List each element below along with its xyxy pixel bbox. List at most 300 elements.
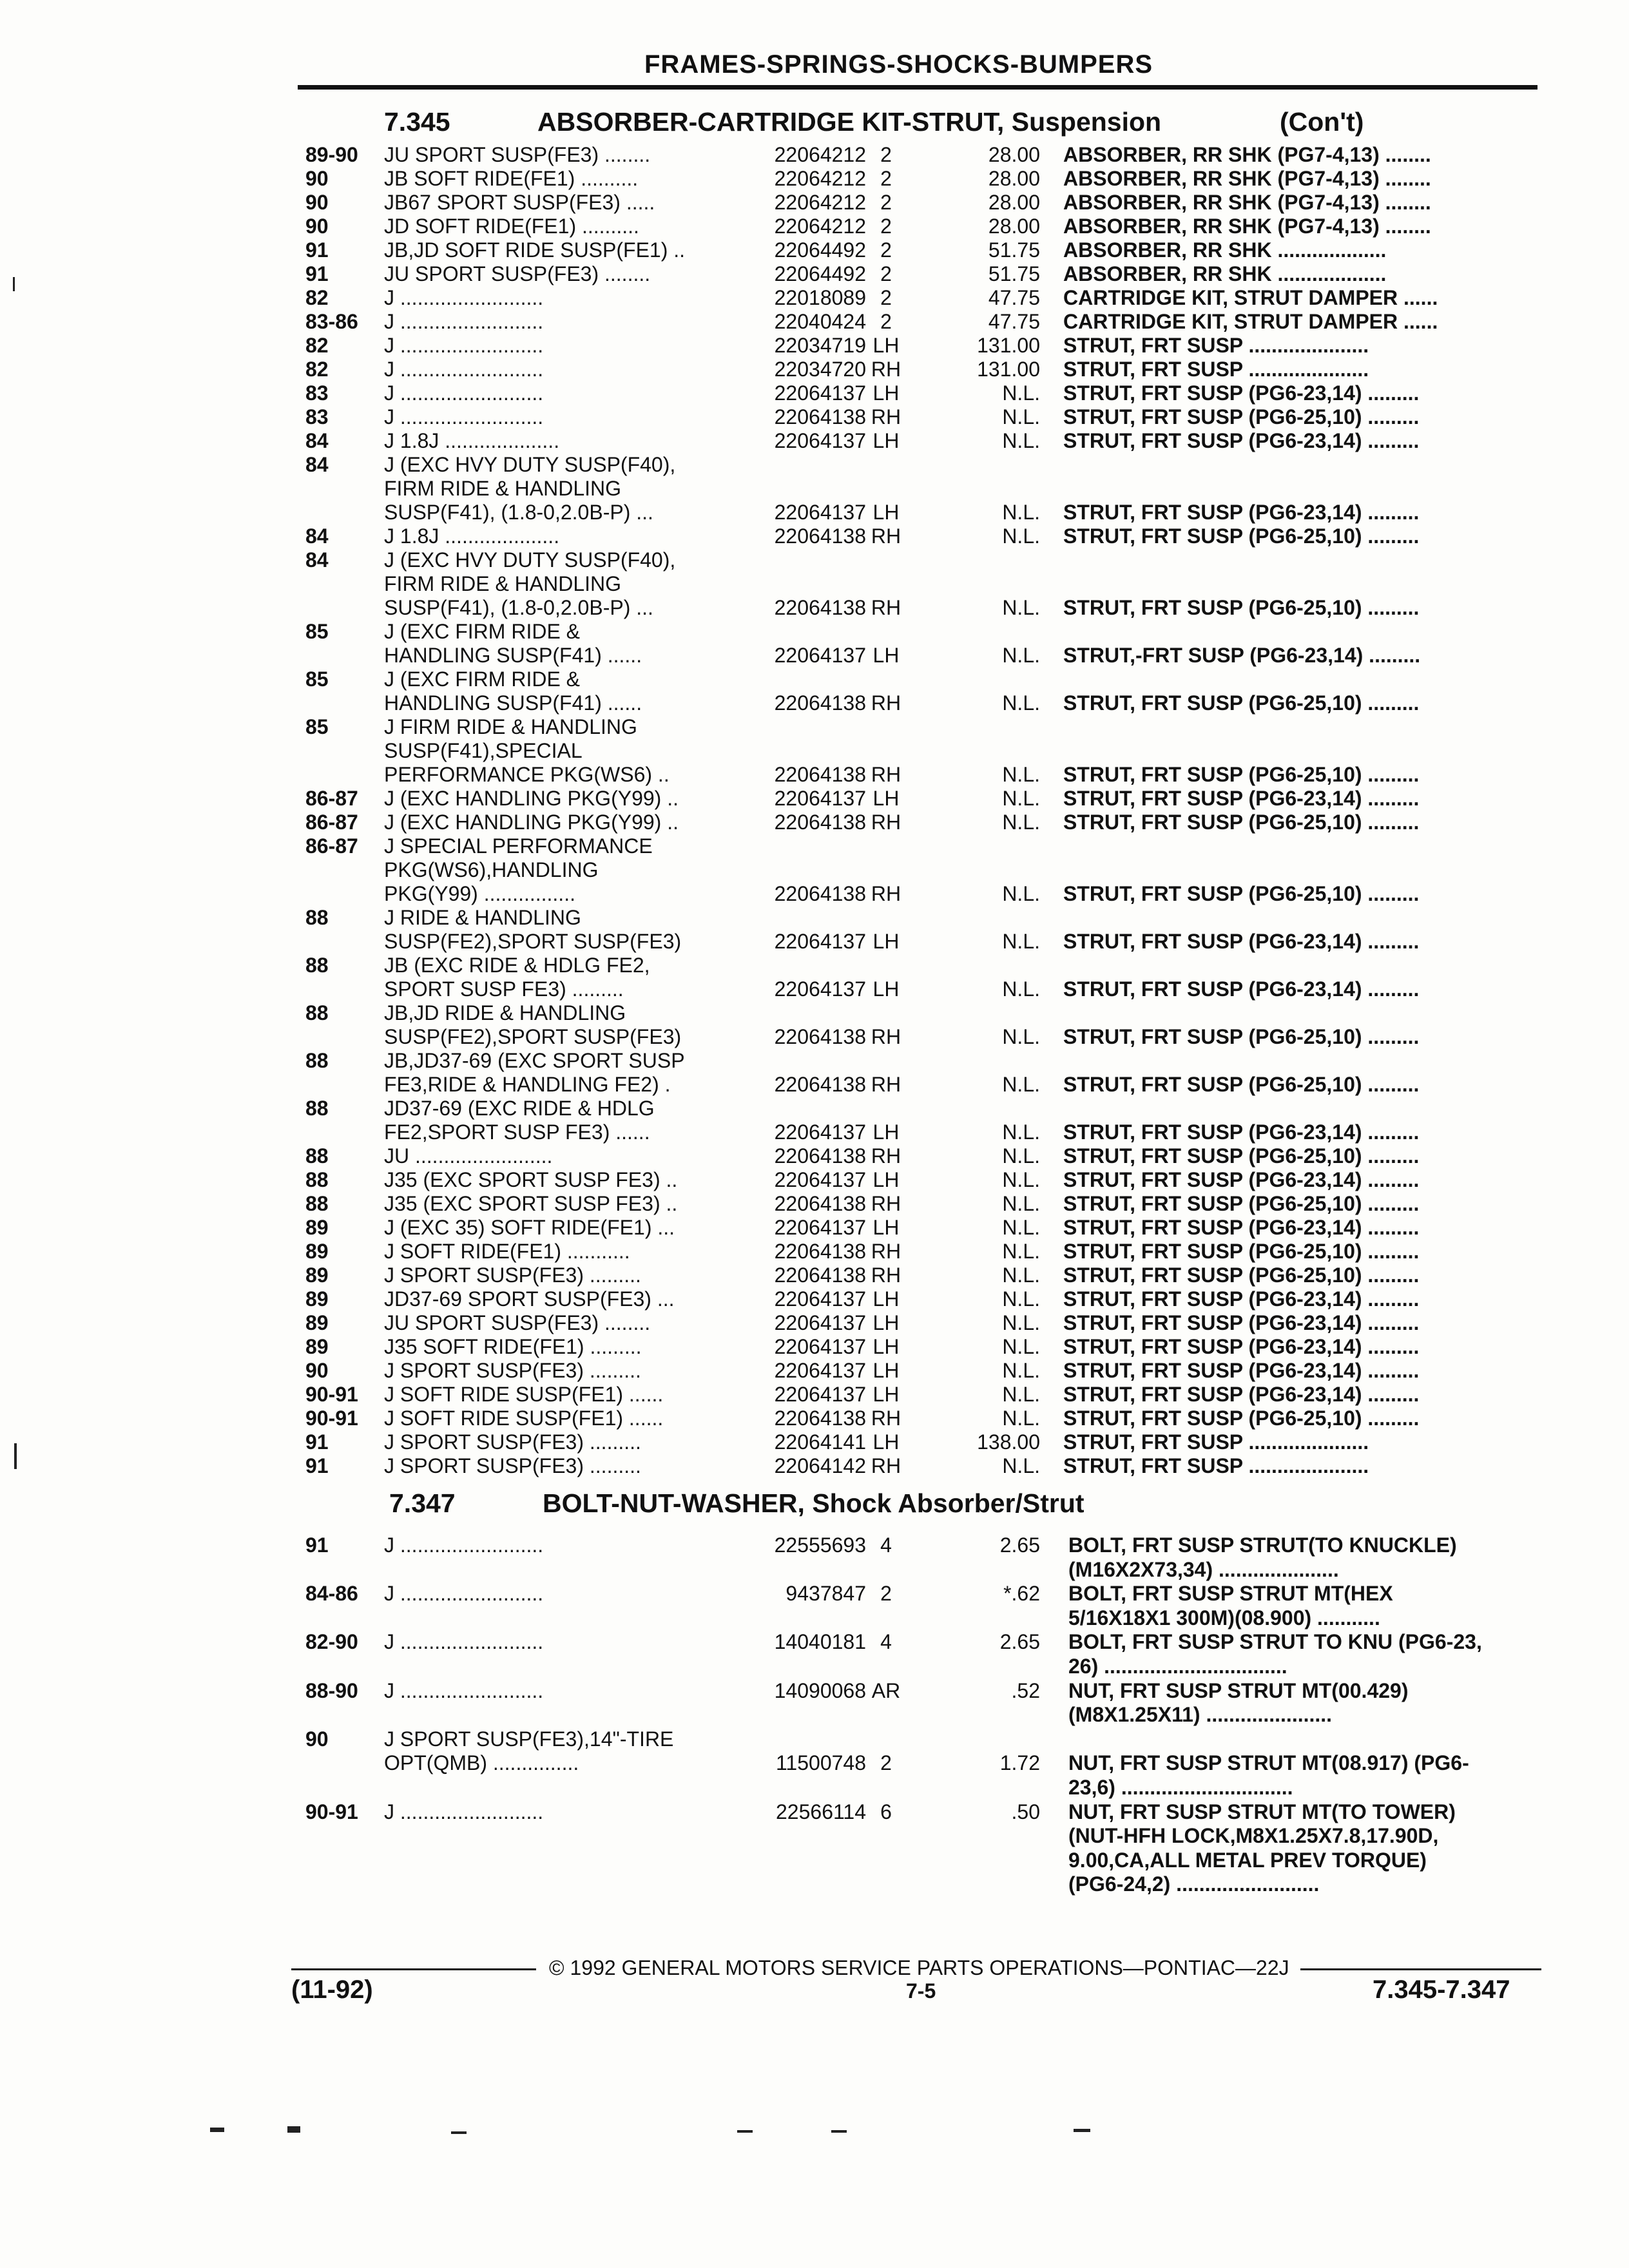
model-year: 88-90 [305, 1678, 358, 1702]
model-year: 88 [305, 1144, 329, 1168]
table-row [0, 238, 1629, 262]
part-number: 22064138 [774, 596, 866, 619]
part-number: 22064492 [774, 262, 866, 285]
table-row [0, 596, 1629, 620]
quantity: RH [871, 763, 901, 786]
price: 51.75 [988, 238, 1040, 262]
footer-page-number: 7-5 [906, 1979, 936, 2003]
part-description: STRUT, FRT SUSP (PG6-23,14) ......... [1063, 1216, 1420, 1239]
model-year: 82 [305, 286, 329, 309]
part-description: BOLT, FRT SUSP STRUT(TO KNUCKLE) [1068, 1533, 1457, 1557]
price: N.L. [1002, 429, 1040, 452]
table-row [0, 1264, 1629, 1287]
price: 47.75 [988, 286, 1040, 309]
part-description: STRUT, FRT SUSP ..................... [1063, 334, 1369, 357]
table-row [0, 1872, 1629, 1896]
table-row [0, 1025, 1629, 1049]
model-description: J 1.8J .................... [384, 429, 560, 452]
model-year: 82-90 [305, 1630, 358, 1654]
part-number: 22064138 [774, 691, 866, 715]
model-year: 84-86 [305, 1582, 358, 1606]
model-description: J ......................... [384, 1533, 544, 1557]
table-row [0, 834, 1629, 858]
quantity: AR [871, 1678, 901, 1702]
part-description: STRUT, FRT SUSP (PG6-25,10) ......... [1063, 1192, 1420, 1215]
section-title: BOLT-NUT-WASHER, Shock Absorber/Strut [543, 1488, 1084, 1518]
model-year: 90-91 [305, 1407, 358, 1430]
table-row [0, 524, 1629, 548]
model-description: HANDLING SUSP(F41) ...... [384, 644, 642, 667]
quantity: 4 [880, 1630, 892, 1654]
price: 138.00 [977, 1430, 1040, 1454]
quantity: LH [872, 1216, 900, 1239]
model-description: JB67 SPORT SUSP(FE3) ..... [384, 191, 655, 214]
part-description: STRUT, FRT SUSP (PG6-25,10) ......... [1063, 1407, 1420, 1430]
quantity: LH [872, 1383, 900, 1406]
table-row [0, 1359, 1629, 1383]
model-year: 90 [305, 215, 329, 238]
model-description: JD SOFT RIDE(FE1) .......... [384, 215, 639, 238]
table-row [0, 1727, 1629, 1751]
model-description: J SPECIAL PERFORMANCE [384, 834, 653, 858]
model-description: J ......................... [384, 1582, 544, 1606]
part-description: STRUT, FRT SUSP ..................... [1063, 1454, 1369, 1477]
section-number: 7.347 [389, 1488, 456, 1518]
part-number: 22064137 [774, 1120, 866, 1144]
quantity: RH [871, 1073, 901, 1096]
model-year: 89 [305, 1287, 329, 1311]
quantity: LH [872, 1120, 900, 1144]
model-description: SUSP(F41), (1.8-0,2.0B-P) ... [384, 501, 653, 524]
section-title: ABSORBER-CARTRIDGE KIT-STRUT, Suspension [537, 107, 1162, 137]
part-description: 23,6) .............................. [1068, 1776, 1293, 1799]
part-description: STRUT, FRT SUSP (PG6-25,10) ......... [1063, 1240, 1420, 1263]
quantity: 2 [880, 167, 892, 190]
price: N.L. [1002, 930, 1040, 953]
part-number: 22064137 [774, 1168, 866, 1191]
table-row [0, 739, 1629, 763]
model-year: 90 [305, 191, 329, 214]
model-description: J ......................... [384, 358, 544, 381]
model-year: 86-87 [305, 834, 358, 858]
model-description: J (EXC HVY DUTY SUSP(F40), [384, 548, 676, 572]
model-description: J SOFT RIDE SUSP(FE1) ...... [384, 1407, 664, 1430]
part-number: 9437847 [786, 1582, 866, 1606]
quantity: LH [872, 930, 900, 953]
table-row [0, 1192, 1629, 1216]
part-description: (M8X1.25X11) ...................... [1068, 1703, 1333, 1727]
quantity: RH [871, 811, 901, 834]
model-description: SUSP(FE2),SPORT SUSP(FE3) [384, 930, 682, 953]
model-year: 90 [305, 167, 329, 190]
part-description: STRUT, FRT SUSP (PG6-25,10) ......... [1063, 524, 1420, 548]
part-number: 14040181 [774, 1630, 866, 1654]
model-description: J ......................... [384, 334, 544, 357]
part-number: 22064138 [774, 405, 866, 428]
quantity: 6 [880, 1800, 892, 1823]
quantity: RH [871, 596, 901, 619]
table-row [0, 1655, 1629, 1678]
part-description: STRUT, FRT SUSP (PG6-23,14) ......... [1063, 1120, 1420, 1144]
table-row [0, 334, 1629, 358]
table-row [0, 1335, 1629, 1359]
part-description: STRUT, FRT SUSP (PG6-23,14) ......... [1063, 1168, 1420, 1191]
model-description: J SPORT SUSP(FE3) ......... [384, 1264, 641, 1287]
price: N.L. [1002, 1335, 1040, 1358]
model-year: 88 [305, 1049, 329, 1072]
part-number: 22064137 [774, 381, 866, 405]
price: 28.00 [988, 215, 1040, 238]
footer-rule-left [291, 1968, 536, 1970]
quantity: RH [871, 1407, 901, 1430]
price: 2.65 [999, 1630, 1040, 1654]
price: N.L. [1002, 1359, 1040, 1382]
model-year: 88 [305, 1001, 329, 1024]
table-row [0, 1849, 1629, 1872]
part-number: 22064138 [774, 1192, 866, 1215]
part-number: 22064137 [774, 787, 866, 810]
model-description: JU SPORT SUSP(FE3) ........ [384, 262, 651, 285]
table-row [0, 1287, 1629, 1311]
quantity: RH [871, 524, 901, 548]
part-description: STRUT, FRT SUSP (PG6-23,14) ......... [1063, 381, 1420, 405]
model-description: OPT(QMB) ............... [384, 1751, 579, 1775]
part-number: 22064138 [774, 1407, 866, 1430]
table-row [0, 763, 1629, 787]
quantity: LH [872, 501, 900, 524]
model-year: 90-91 [305, 1800, 358, 1823]
price: 28.00 [988, 143, 1040, 166]
part-description: STRUT, FRT SUSP (PG6-23,14) ......... [1063, 1383, 1420, 1406]
quantity: 2 [880, 143, 892, 166]
footer-date: (11-92) [291, 1975, 373, 2004]
model-description: JB SOFT RIDE(FE1) .......... [384, 167, 639, 190]
part-description: (M16X2X73,34) ..................... [1068, 1557, 1339, 1581]
quantity: RH [871, 1454, 901, 1477]
part-number: 22064137 [774, 1287, 866, 1311]
scan-speck [210, 2128, 224, 2132]
price: N.L. [1002, 381, 1040, 405]
quantity: LH [872, 787, 900, 810]
footer-section-range: 7.345-7.347 [1373, 1975, 1510, 2004]
model-description: JD37-69 SPORT SUSP(FE3) ... [384, 1287, 675, 1311]
quantity: LH [872, 334, 900, 357]
table-row [0, 1001, 1629, 1025]
model-description: PKG(WS6),HANDLING [384, 858, 599, 881]
table-row [0, 1383, 1629, 1407]
model-description: J FIRM RIDE & HANDLING [384, 715, 637, 738]
section-number: 7.345 [384, 107, 450, 137]
quantity: 2 [880, 238, 892, 262]
model-year: 89 [305, 1240, 329, 1263]
quantity: RH [871, 405, 901, 428]
model-description: JB,JD SOFT RIDE SUSP(FE1) .. [384, 238, 686, 262]
scan-speck [14, 1443, 17, 1469]
scan-speck [287, 2126, 300, 2133]
table-row [0, 143, 1629, 167]
model-description: J35 (EXC SPORT SUSP FE3) .. [384, 1192, 678, 1215]
model-description: J SOFT RIDE SUSP(FE1) ...... [384, 1383, 664, 1406]
part-description: STRUT, FRT SUSP (PG6-25,10) ......... [1063, 405, 1420, 428]
part-description: STRUT, FRT SUSP (PG6-23,14) ......... [1063, 1311, 1420, 1334]
model-description: J (EXC FIRM RIDE & [384, 620, 581, 643]
model-year: 91 [305, 262, 329, 285]
model-description: J ......................... [384, 286, 544, 309]
quantity: 2 [880, 262, 892, 285]
model-year: 89-90 [305, 143, 358, 166]
table-row [0, 1533, 1629, 1557]
model-description: J SPORT SUSP(FE3) ......... [384, 1430, 641, 1454]
part-number: 22064141 [774, 1430, 866, 1454]
model-year: 82 [305, 358, 329, 381]
part-number: 22064212 [774, 191, 866, 214]
part-number: 22034719 [774, 334, 866, 357]
model-year: 84 [305, 548, 329, 572]
table-row [0, 167, 1629, 191]
table-row [0, 286, 1629, 310]
model-description: J ......................... [384, 310, 544, 333]
table-row [0, 1240, 1629, 1264]
part-description: STRUT,-FRT SUSP (PG6-23,14) ......... [1063, 644, 1421, 667]
table-row [0, 787, 1629, 811]
part-number: 22064212 [774, 143, 866, 166]
price: N.L. [1002, 644, 1040, 667]
part-description: 5/16X18X1 300M)(08.900) ........... [1068, 1606, 1380, 1629]
model-description: J SPORT SUSP(FE3),14"-TIRE [384, 1727, 674, 1751]
price: 47.75 [988, 310, 1040, 333]
quantity: RH [871, 1025, 901, 1048]
table-row [0, 1630, 1629, 1654]
table-row [0, 858, 1629, 882]
table-row [0, 262, 1629, 286]
model-year: 89 [305, 1216, 329, 1239]
part-description: CARTRIDGE KIT, STRUT DAMPER ...... [1063, 286, 1438, 309]
part-number: 14090068 [774, 1678, 866, 1702]
quantity: LH [872, 381, 900, 405]
part-number: 22064138 [774, 1240, 866, 1263]
price: .52 [1011, 1678, 1040, 1702]
part-description: STRUT, FRT SUSP (PG6-25,10) ......... [1063, 691, 1420, 715]
model-description: J ......................... [384, 1800, 544, 1823]
part-description: ABSORBER, RR SHK (PG7-4,13) ........ [1063, 215, 1431, 238]
part-number: 22064137 [774, 1216, 866, 1239]
model-year: 84 [305, 524, 329, 548]
quantity: RH [871, 358, 901, 381]
table-row [0, 572, 1629, 596]
price: .50 [1011, 1800, 1040, 1823]
part-description: STRUT, FRT SUSP (PG6-23,14) ......... [1063, 787, 1420, 810]
model-description: J ......................... [384, 381, 544, 405]
part-description: STRUT, FRT SUSP (PG6-23,14) ......... [1063, 429, 1420, 452]
table-row [0, 215, 1629, 238]
model-year: 91 [305, 1430, 329, 1454]
model-description: FE2,SPORT SUSP FE3) ...... [384, 1120, 650, 1144]
price: 1.72 [999, 1751, 1040, 1775]
table-row [0, 882, 1629, 906]
model-year: 88 [305, 906, 329, 929]
part-description: NUT, FRT SUSP STRUT MT(00.429) [1068, 1678, 1409, 1702]
table-row [0, 644, 1629, 668]
model-description: J 1.8J .................... [384, 524, 560, 548]
part-description: STRUT, FRT SUSP (PG6-25,10) ......... [1063, 882, 1420, 905]
model-description: JB (EXC RIDE & HDLG FE2, [384, 954, 650, 977]
part-description: STRUT, FRT SUSP (PG6-23,14) ......... [1063, 501, 1420, 524]
table-row [0, 1120, 1629, 1144]
model-year: 82 [305, 334, 329, 357]
model-description: J SOFT RIDE(FE1) ........... [384, 1240, 630, 1263]
model-description: J SPORT SUSP(FE3) ......... [384, 1454, 641, 1477]
model-year: 88 [305, 1097, 329, 1120]
price: N.L. [1002, 1454, 1040, 1477]
model-description: J (EXC HVY DUTY SUSP(F40), [384, 453, 676, 476]
table-row [0, 548, 1629, 572]
table-row [0, 1776, 1629, 1800]
table-row [0, 310, 1629, 334]
model-description: JU SPORT SUSP(FE3) ........ [384, 1311, 651, 1334]
table-row [0, 1216, 1629, 1240]
part-number: 22064492 [774, 238, 866, 262]
model-year: 86-87 [305, 811, 358, 834]
price: N.L. [1002, 882, 1040, 905]
part-number: 22064142 [774, 1454, 866, 1477]
part-number: 22064137 [774, 1335, 866, 1358]
price: N.L. [1002, 405, 1040, 428]
part-description: BOLT, FRT SUSP STRUT TO KNU (PG6-23, [1068, 1630, 1482, 1654]
price: *.62 [1003, 1582, 1040, 1606]
part-description: STRUT, FRT SUSP (PG6-25,10) ......... [1063, 596, 1420, 619]
quantity: RH [871, 1240, 901, 1263]
scan-speck [1074, 2129, 1090, 2132]
price: N.L. [1002, 1240, 1040, 1263]
model-description: J SPORT SUSP(FE3) ......... [384, 1359, 641, 1382]
part-description: STRUT, FRT SUSP ..................... [1063, 1430, 1369, 1454]
model-description: J35 (EXC SPORT SUSP FE3) .. [384, 1168, 678, 1191]
quantity: 2 [880, 1582, 892, 1606]
table-row [0, 381, 1629, 405]
price: N.L. [1002, 787, 1040, 810]
table-row [0, 715, 1629, 739]
quantity: 2 [880, 286, 892, 309]
part-description: STRUT, FRT SUSP (PG6-25,10) ......... [1063, 1144, 1420, 1168]
price: N.L. [1002, 1311, 1040, 1334]
part-description: ABSORBER, RR SHK ................... [1063, 238, 1387, 262]
table-row [0, 1168, 1629, 1192]
footer-copyright: © 1992 GENERAL MOTORS SERVICE PARTS OPERATIONS—PONTIAC—22J [549, 1956, 1289, 1979]
model-year: 83 [305, 381, 329, 405]
quantity: RH [871, 1192, 901, 1215]
table-row [0, 954, 1629, 977]
price: N.L. [1002, 1025, 1040, 1048]
table-row [0, 668, 1629, 691]
part-description: STRUT, FRT SUSP (PG6-23,14) ......... [1063, 1359, 1420, 1382]
quantity: 2 [880, 1751, 892, 1775]
table-row [0, 429, 1629, 453]
part-number: 22064138 [774, 1264, 866, 1287]
model-description: HANDLING SUSP(F41) ...... [384, 691, 642, 715]
table-row [0, 811, 1629, 834]
table-row [0, 906, 1629, 930]
model-year: 85 [305, 715, 329, 738]
table-row [0, 1144, 1629, 1168]
table-row [0, 1097, 1629, 1120]
part-description: STRUT, FRT SUSP (PG6-25,10) ......... [1063, 1073, 1420, 1096]
quantity: RH [871, 882, 901, 905]
quantity: LH [872, 977, 900, 1001]
table-row [0, 1824, 1629, 1848]
model-description: PERFORMANCE PKG(WS6) .. [384, 763, 670, 786]
part-number: 22064137 [774, 501, 866, 524]
model-year: 85 [305, 620, 329, 643]
quantity: 2 [880, 215, 892, 238]
quantity: RH [871, 1264, 901, 1287]
model-year: 84 [305, 429, 329, 452]
part-number: 22064138 [774, 763, 866, 786]
price: N.L. [1002, 1144, 1040, 1168]
quantity: 2 [880, 191, 892, 214]
part-number: 22018089 [774, 286, 866, 309]
part-description: STRUT, FRT SUSP (PG6-25,10) ......... [1063, 1264, 1420, 1287]
part-description: ABSORBER, RR SHK ................... [1063, 262, 1387, 285]
model-description: J35 SOFT RIDE(FE1) ......... [384, 1335, 642, 1358]
part-number: 22064212 [774, 167, 866, 190]
price: N.L. [1002, 1168, 1040, 1191]
part-description: STRUT, FRT SUSP (PG6-25,10) ......... [1063, 1025, 1420, 1048]
page-header: FRAMES-SPRINGS-SHOCKS-BUMPERS [644, 50, 1153, 79]
quantity: LH [872, 1430, 900, 1454]
model-description: JU ........................ [384, 1144, 553, 1168]
part-description: 9.00,CA,ALL METAL PREV TORQUE) [1068, 1848, 1427, 1872]
model-year: 88 [305, 1192, 329, 1215]
price: N.L. [1002, 811, 1040, 834]
price: N.L. [1002, 524, 1040, 548]
price: N.L. [1002, 1407, 1040, 1430]
section-continued: (Con't) [1280, 107, 1364, 137]
price: 131.00 [977, 334, 1040, 357]
model-year: 90 [305, 1359, 329, 1382]
table-row [0, 501, 1629, 524]
part-number: 22064212 [774, 215, 866, 238]
part-number: 22064137 [774, 1311, 866, 1334]
part-number: 11500748 [776, 1751, 866, 1775]
part-number: 22064137 [774, 930, 866, 953]
model-description: PKG(Y99) ................ [384, 882, 575, 905]
model-year: 91 [305, 238, 329, 262]
table-row [0, 1407, 1629, 1430]
part-number: 22566114 [776, 1800, 866, 1823]
model-year: 86-87 [305, 787, 358, 810]
header-rule [298, 85, 1537, 90]
model-description: FIRM RIDE & HANDLING [384, 572, 622, 595]
quantity: LH [872, 644, 900, 667]
section-heading [384, 107, 1544, 140]
part-description: STRUT, FRT SUSP (PG6-25,10) ......... [1063, 811, 1420, 834]
price: N.L. [1002, 1264, 1040, 1287]
quantity: LH [872, 1168, 900, 1191]
model-year: 89 [305, 1264, 329, 1287]
model-description: J (EXC HANDLING PKG(Y99) .. [384, 787, 679, 810]
model-description: JD37-69 (EXC RIDE & HDLG [384, 1097, 655, 1120]
table-row [0, 453, 1629, 477]
part-description: 26) ................................ [1068, 1655, 1287, 1678]
part-description: STRUT, FRT SUSP (PG6-25,10) ......... [1063, 763, 1420, 786]
table-row [0, 1558, 1629, 1582]
part-number: 22064138 [774, 811, 866, 834]
model-description: J (EXC 35) SOFT RIDE(FE1) ... [384, 1216, 675, 1239]
model-year: 89 [305, 1311, 329, 1334]
quantity: RH [871, 1144, 901, 1168]
table-row [0, 1311, 1629, 1335]
part-number: 22040424 [774, 310, 866, 333]
